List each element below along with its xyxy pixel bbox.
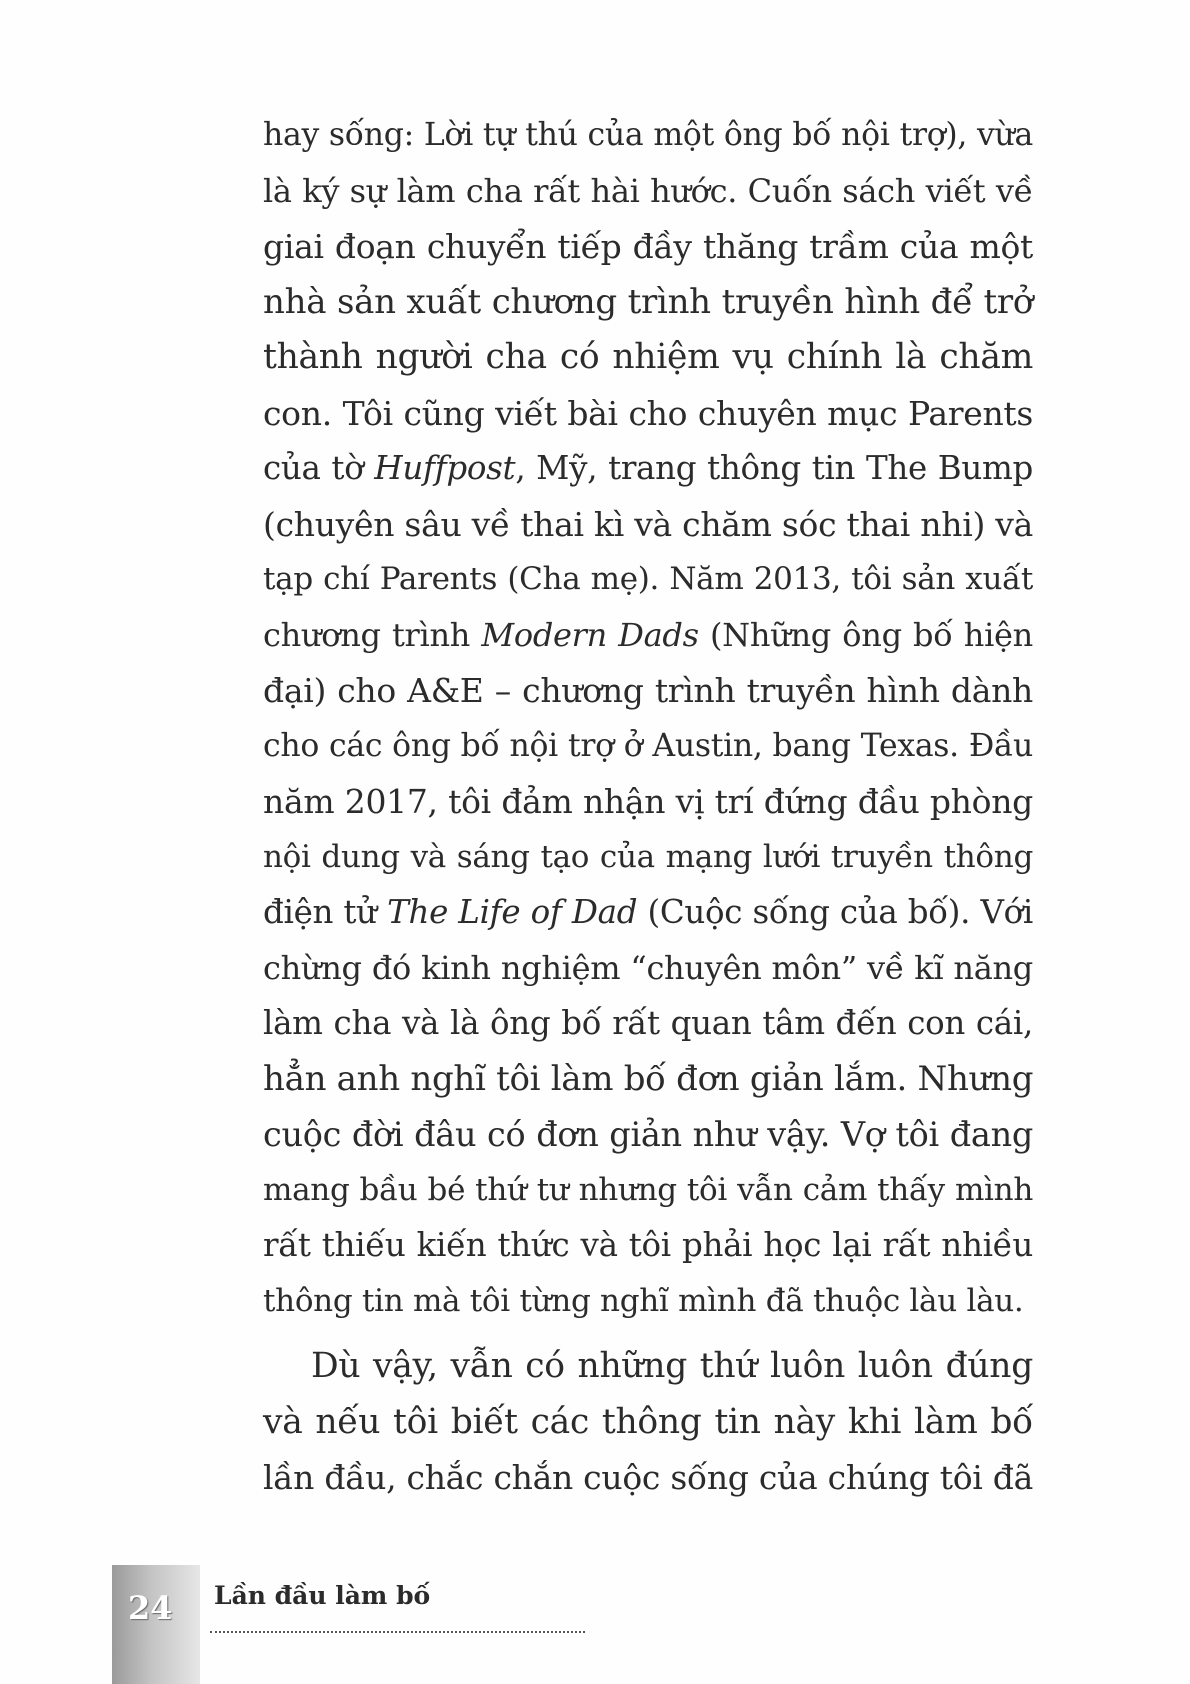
text-fragment: chương trình bbox=[263, 615, 482, 654]
text-line: hay sống: Lời tự thú của một ông bố nội trợ), vừa bbox=[263, 117, 1033, 153]
italic-title: Modern Dads bbox=[481, 615, 699, 654]
text-line: rất thiếu kiến thức và tôi phải học lại rất nhiều bbox=[263, 1226, 1033, 1264]
text-line: đại) cho A&E – chương trình truyền hình dành bbox=[263, 671, 1033, 710]
text-line: thành người cha có nhiệm vụ chính là chăm bbox=[263, 337, 1033, 377]
footer-dotted-rule bbox=[210, 1631, 585, 1633]
italic-title: The Life of Dad bbox=[387, 893, 638, 931]
paragraph-1 bbox=[263, 108, 1033, 1329]
page-number: 24 bbox=[128, 1589, 173, 1627]
text-line: giai đoạn chuyển tiếp đầy thăng trầm của một bbox=[263, 227, 1033, 266]
paragraph-2 bbox=[263, 1339, 1033, 1506]
text-line: cho các ông bố nội trợ ở Austin, bang Texas. Đầu bbox=[263, 727, 1033, 764]
text-line: lần đầu, chắc chắn cuộc sống của chúng tôi đã bbox=[263, 1458, 1033, 1497]
text-fragment: (Những ông bố hiện bbox=[698, 615, 1033, 654]
page-footer bbox=[0, 1565, 1190, 1684]
text-fragment: điện tử bbox=[263, 893, 388, 931]
text-line bbox=[263, 608, 1033, 664]
text-fragment: , Mỹ, trang thông tin The Bump bbox=[515, 449, 1034, 487]
body-text bbox=[263, 108, 1033, 1506]
text-line: Dù vậy, vẫn có những thứ luôn luôn đúng bbox=[311, 1346, 1033, 1386]
text-line: nhà sản xuất chương trình truyền hình để trở bbox=[263, 281, 1033, 322]
text-line: là ký sự làm cha rất hài hước. Cuốn sách viết về bbox=[263, 171, 1033, 210]
text-line: thông tin mà tôi từng nghĩ mình đã thuộc làu làu. bbox=[263, 1282, 1024, 1319]
italic-title: Huffpost bbox=[374, 449, 516, 487]
text-line: và nếu tôi biết các thông tin này khi làm bố bbox=[263, 1401, 1033, 1442]
text-line: năm 2017, tôi đảm nhận vị trí đứng đầu phòng bbox=[263, 782, 1033, 821]
text-line: làm cha và là ông bố rất quan tâm đến con cái, bbox=[263, 1004, 1033, 1042]
text-line: con. Tôi cũng viết bài cho chuyên mục Parents bbox=[263, 393, 1033, 433]
text-line: hẳn anh nghĩ tôi làm bố đơn giản lắm. Nhưng bbox=[263, 1058, 1034, 1099]
running-title: Lần đầu làm bố bbox=[214, 1581, 431, 1610]
text-line bbox=[263, 885, 1033, 941]
text-line: cuộc đời đâu có đơn giản như vậy. Vợ tôi đang bbox=[263, 1115, 1033, 1154]
text-line: mang bầu bé thứ tư nhưng tôi vẫn cảm thấy mình bbox=[263, 1171, 1033, 1208]
text-line: tạp chí Parents (Cha mẹ). Năm 2013, tôi sản xuất bbox=[263, 561, 1033, 597]
text-line: nội dung và sáng tạo của mạng lưới truyền thông bbox=[263, 838, 1033, 875]
text-line: (chuyên sâu về thai kì và chăm sóc thai nhi) và bbox=[263, 504, 1033, 544]
text-line bbox=[263, 441, 1033, 497]
text-fragment: (Cuộc sống của bố). Với bbox=[637, 893, 1033, 931]
text-line: chừng đó kinh nghiệm “chuyên môn” về kĩ năng bbox=[263, 948, 1033, 987]
text-fragment: của tờ bbox=[263, 449, 375, 487]
